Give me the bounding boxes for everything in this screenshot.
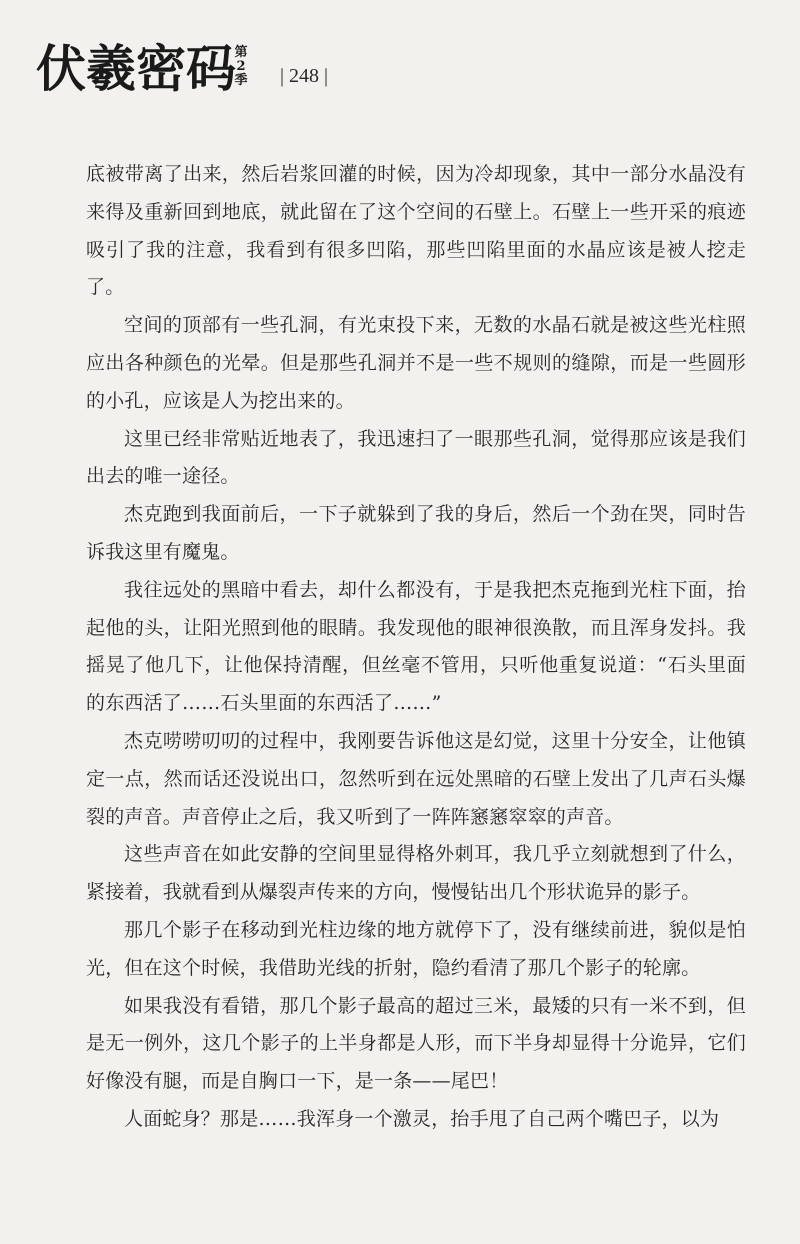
paragraph: 这里已经非常贴近地表了，我迅速扫了一眼那些孔洞，觉得那应该是我们出去的唯一途径。: [86, 427, 746, 488]
page-header: [36, 38, 756, 106]
paragraph: 杰克唠唠叨叨的过程中，我刚要告诉他这是幻觉，这里十分安全，让他镇定一点，然而话还没说出口，忽然听到在远处黑暗的石壁上发出了几声石头爆裂的声音。声音停止之后，我又听到了一阵阵窸窸窣窣的声音。: [86, 729, 746, 828]
book-title: 伏羲密码: [36, 39, 236, 98]
season-char: 季: [234, 73, 248, 88]
paragraph: 那几个影子在移动到光柱边缘的地方就停下了，没有继续前进，貌似是怕光，但在这个时候，我借助光线的折射，隐约看清了那几个影子的轮廓。: [86, 918, 746, 979]
page-number: | 248 |: [280, 65, 329, 87]
season-char: 第: [234, 45, 248, 60]
season-char: 2: [236, 59, 246, 74]
body-text: [86, 156, 746, 1206]
paragraph: 如果我没有看错，那几个影子最高的超过三米，最矮的只有一米不到，但是无一例外，这几个影子的上半身都是人形，而下半身却显得十分诡异，它们好像没有腿，而是自胸口一下，是一条——尾巴！: [86, 994, 746, 1093]
paragraph: 这些声音在如此安静的空间里显得格外刺耳，我几乎立刻就想到了什么，紧接着，我就看到从爆裂声传来的方向，慢慢钻出几个形状诡异的影子。: [86, 843, 746, 904]
paragraph: 人面蛇身？那是……我浑身一个激灵，抬手甩了自己两个嘴巴子，以为: [124, 1107, 720, 1130]
paragraph: 底被带离了出来，然后岩浆回灌的时候，因为冷却现象，其中一部分水晶没有来得及重新回到地底，就此留在了这个空间的石壁上。石壁上一些开采的痕迹吸引了我的注意，我看到有很多凹陷，那些凹陷里面的水晶应该是被人挖走了。: [86, 163, 746, 299]
paragraph: 我往远处的黑暗中看去，却什么都没有，于是我把杰克拖到光柱下面，抬起他的头，让阳光照到他的眼睛。我发现他的眼神很涣散，而且浑身发抖。我摇晃了他几下，让他保持清醒，但丝毫不管用，只听他重复说道：“石头里面的东西活了……石头里面的东西活了……”: [86, 578, 746, 715]
paragraph: 杰克跑到我面前后，一下子就躲到了我的身后，然后一个劲在哭，同时告诉我这里有魔鬼。: [86, 503, 746, 563]
paragraph: 空间的顶部有一些孔洞，有光束投下来，无数的水晶石就是被这些光柱照应出各种颜色的光晕。但是那些孔洞并不是一些不规则的缝隙，而是一些圆形的小孔，应该是人为挖出来的。: [86, 314, 746, 412]
season-label: [230, 46, 252, 88]
